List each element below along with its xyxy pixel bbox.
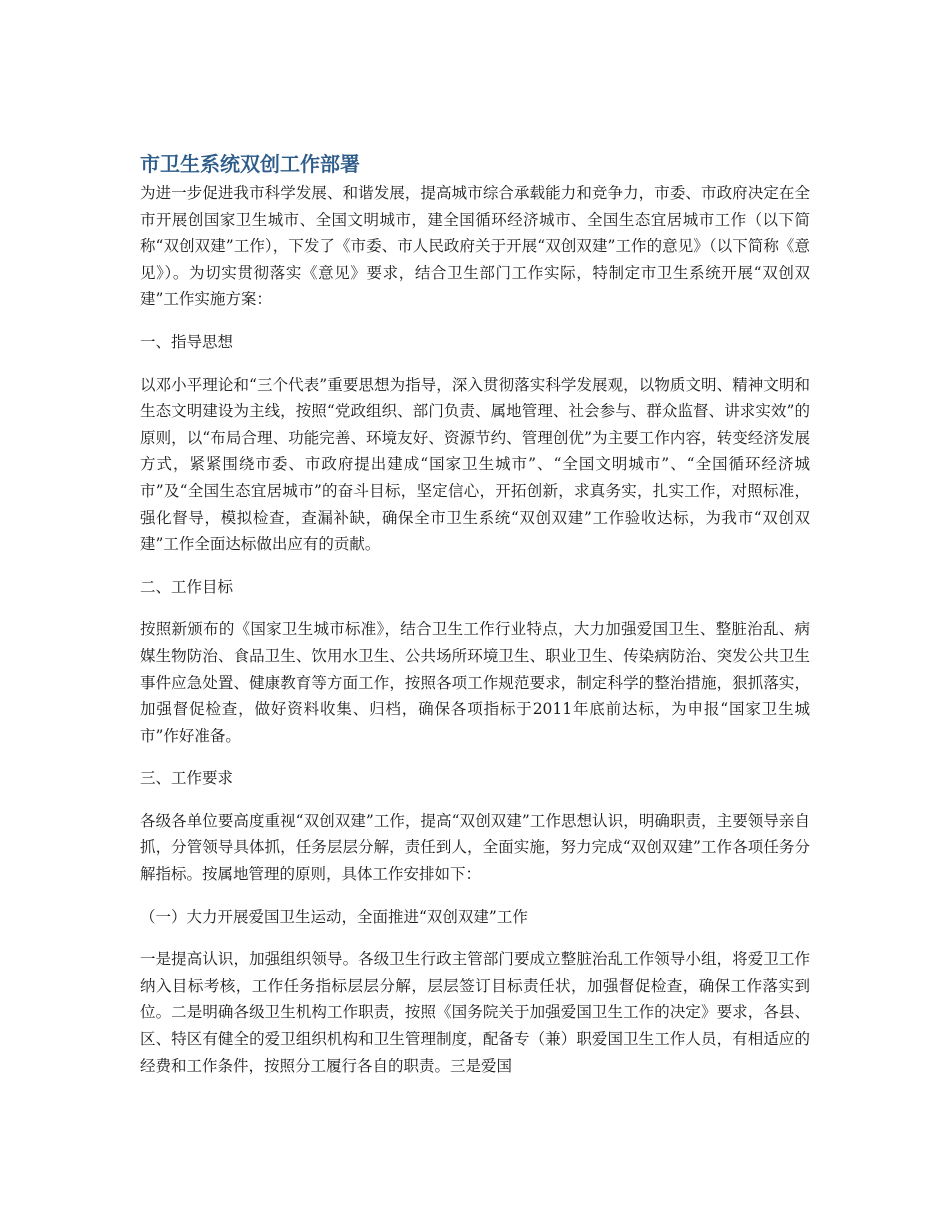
section-body-work-goals: 按照新颁布的《国家卫生城市标准》，结合卫生工作行业特点，大力加强爱国卫生、整脏治乱、病媒生物防治、食品卫生、饮用水卫生、公共场所环境卫生、职业卫生、传染病防治、突发公共卫生事件应急处置、健康教育等方面工作，按照各项工作规范要求，制定科学的整治措施，狠抓落实，加强督促检查，做好资料收集、归档，确保各项指标于2011年底前达标，为申报“国家卫生城市”作好准备。 xyxy=(140,620,810,745)
section-heading-guiding-ideology: 一、指导思想 xyxy=(140,332,234,351)
section-heading-work-goals: 二、工作目标 xyxy=(140,577,234,596)
document-page xyxy=(140,148,810,1079)
section-body-guiding-ideology: 以邓小平理论和“三个代表”重要思想为指导，深入贯彻落实科学发展观，以物质文明、精神文明和生态文明建设为主线，按照“党政组织、部门负责、属地管理、社会参与、群众监督、讲求实效”的原则，以“布局合理、功能完善、环境友好、资源节约、管理创优”为主要工作内容，转变经济发展方式，紧紧围绕市委、市政府提出建成“国家卫生城市”、“全国文明城市”、“全国循环经济城市”及“全国生态宜居城市”的奋斗目标，坚定信心，开拓创新，求真务实，扎实工作，对照标准，强化督导，模拟检查，查漏补缺，确保全市卫生系统“双创双建”工作验收达标，为我市“双创双建”工作全面达标做出应有的贡献。 xyxy=(140,375,810,554)
intro-paragraph: 为进一步促进我市科学发展、和谐发展，提高城市综合承载能力和竞争力，市委、市政府决定在全市开展创国家卫生城市、全国文明城市，建全国循环经济城市、全国生态宜居城市工作（以下简称“双创双建”工作），下发了《市委、市人民政府关于开展“双创双建”工作的意见》（以下简称《意见》）。为切实贯彻落实《意见》要求，结合卫生部门工作实际，特制定市卫生系统开展“双创双建”工作实施方案： xyxy=(140,184,810,309)
subsection-body-patriotic-health: 一是提高认识，加强组织领导。各级卫生行政主管部门要成立整脏治乱工作领导小组，将爱卫工作纳入目标考核，工作任务指标层层分解，层层签订目标责任状，加强督促检查，确保工作落实到位。二是明确各级卫生机构工作职责，按照《国务院关于加强爱国卫生工作的决定》要求，各县、区、特区有健全的爱卫组织机构和卫生管理制度，配备专（兼）职爱国卫生工作人员，有相适应的经费和工作条件，按照分工履行各自的职责。三是爱国 xyxy=(140,950,810,1075)
section-body-work-requirements: 各级各单位要高度重视“双创双建”工作，提高“双创双建”工作思想认识，明确职责，主要领导亲自抓，分管领导具体抓，任务层层分解，责任到人，全面实施，努力完成“双创双建”工作各项任务分解指标。按属地管理的原则，具体工作安排如下： xyxy=(140,811,810,884)
section-heading-work-requirements: 三、工作要求 xyxy=(140,769,234,788)
subsection-heading-patriotic-health: （一）大力开展爱国卫生运动，全面推进“双创双建”工作 xyxy=(140,907,528,926)
document-title: 市卫生系统双创工作部署 xyxy=(140,152,360,176)
